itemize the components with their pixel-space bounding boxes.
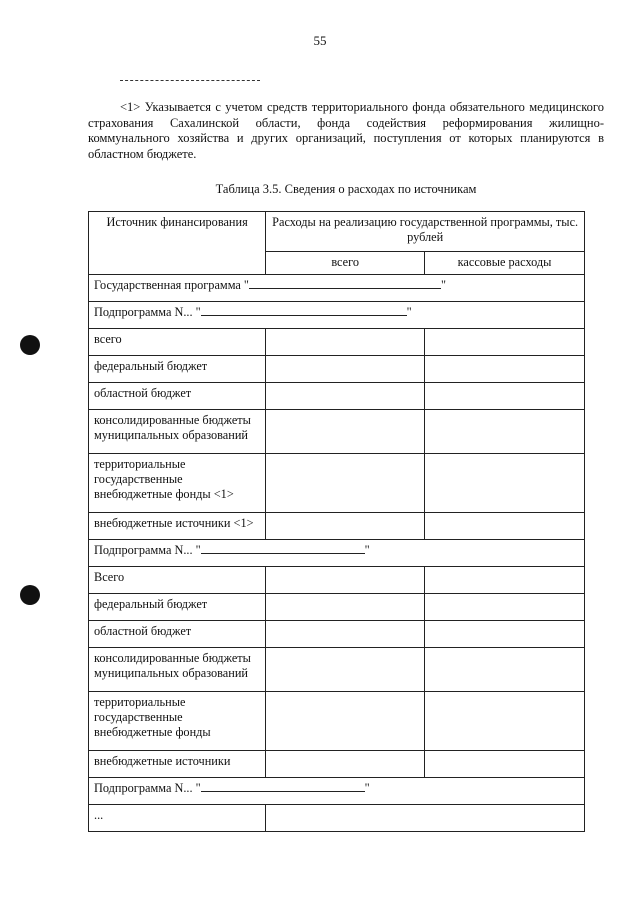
source-label: внебюджетные источники <1> bbox=[89, 513, 266, 540]
total-cell bbox=[266, 410, 425, 454]
cash-cell bbox=[425, 356, 585, 383]
source-row bbox=[89, 410, 585, 454]
total-cell bbox=[266, 594, 425, 621]
source-label: территориальные государственные внебюджетные фонды <1> bbox=[89, 454, 266, 513]
section-2-body bbox=[89, 567, 585, 778]
header-source: Источник финансирования bbox=[89, 212, 266, 275]
cash-cell bbox=[425, 383, 585, 410]
cash-cell bbox=[425, 621, 585, 648]
footnote-text: <1> Указывается с учетом средств территориального фонда обязательного медицинского страхования Сахалинской области, фонда содействия реформирования жилищно-коммунального хозяйства и других организаций, поступления от которых планируются в областном бюджете. bbox=[88, 100, 604, 161]
total-cell bbox=[266, 621, 425, 648]
section-1-body bbox=[89, 329, 585, 540]
total-cell bbox=[266, 383, 425, 410]
total-cell bbox=[266, 692, 425, 751]
source-row bbox=[89, 751, 585, 778]
source-row bbox=[89, 567, 585, 594]
source-row bbox=[89, 454, 585, 513]
cash-cell bbox=[425, 513, 585, 540]
source-label: консолидированные бюджеты муниципальных образований bbox=[89, 648, 266, 692]
source-row bbox=[89, 356, 585, 383]
source-label: консолидированные бюджеты муниципальных образований bbox=[89, 410, 266, 454]
total-cell bbox=[266, 567, 425, 594]
total-cell bbox=[266, 648, 425, 692]
cash-cell bbox=[425, 410, 585, 454]
source-label: Всего bbox=[89, 567, 266, 594]
source-row bbox=[89, 594, 585, 621]
cash-cell bbox=[425, 751, 585, 778]
total-cell bbox=[266, 329, 425, 356]
total-cell bbox=[266, 751, 425, 778]
source-label: федеральный бюджет bbox=[89, 594, 266, 621]
source-label: территориальные государственные внебюджетные фонды bbox=[89, 692, 266, 751]
source-row bbox=[89, 621, 585, 648]
cash-cell bbox=[425, 648, 585, 692]
cash-cell bbox=[425, 594, 585, 621]
expenses-table bbox=[88, 211, 585, 832]
header-expenses: Расходы на реализацию государственной программы, тыс. рублей bbox=[266, 212, 585, 252]
total-cell bbox=[266, 356, 425, 383]
punch-hole-top bbox=[20, 335, 40, 355]
source-row bbox=[89, 648, 585, 692]
table-caption: Таблица 3.5. Сведения о расходах по источникам bbox=[215, 182, 477, 196]
subprogram-row-3: Подпрограмма N... " " bbox=[89, 778, 585, 805]
header-total: всего bbox=[266, 251, 425, 275]
state-program-row: Государственная программа " " bbox=[89, 275, 585, 302]
footnote-separator bbox=[120, 80, 260, 81]
cash-cell bbox=[425, 329, 585, 356]
subprogram-row-1: Подпрограмма N... " " bbox=[89, 302, 585, 329]
source-label: федеральный бюджет bbox=[89, 356, 266, 383]
source-row bbox=[89, 692, 585, 751]
cash-cell bbox=[425, 454, 585, 513]
source-label: областной бюджет bbox=[89, 383, 266, 410]
cash-cell bbox=[425, 692, 585, 751]
subprogram-row-2: Подпрограмма N... " " bbox=[89, 540, 585, 567]
source-row bbox=[89, 329, 585, 356]
source-label: областной бюджет bbox=[89, 621, 266, 648]
source-label: внебюджетные источники bbox=[89, 751, 266, 778]
ellipsis-empty-cell bbox=[266, 805, 585, 832]
ellipsis-cell: ... bbox=[89, 805, 266, 832]
total-cell bbox=[266, 513, 425, 540]
source-label: всего bbox=[89, 329, 266, 356]
punch-hole-bottom bbox=[20, 585, 40, 605]
header-cash: кассовые расходы bbox=[425, 251, 585, 275]
cash-cell bbox=[425, 567, 585, 594]
source-row bbox=[89, 513, 585, 540]
page-number: 55 bbox=[313, 33, 327, 48]
total-cell bbox=[266, 454, 425, 513]
source-row bbox=[89, 383, 585, 410]
